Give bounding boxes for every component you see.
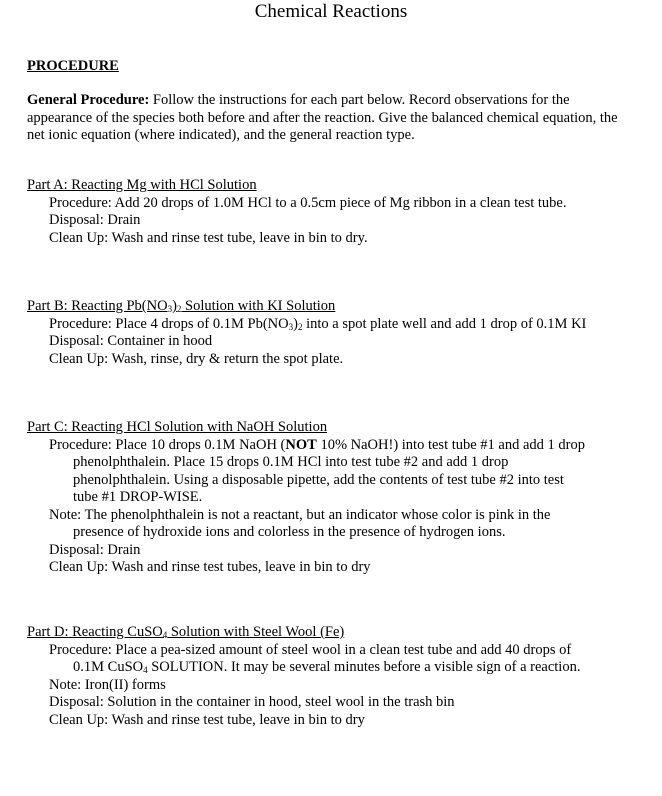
part-d-procedure-line-2: 0.1M CuSO$_4$ SOLUTION. It may be several minutes before a visible sign of a reaction. bbox=[73, 659, 581, 675]
page-title: Chemical Reactions bbox=[254, 1, 408, 22]
procedure-heading: PROCEDURE bbox=[27, 58, 119, 74]
part-b-title: Part B: Reacting $Pb(NO_3)_2$ Solution with KI Solution bbox=[27, 298, 336, 314]
part-b-cleanup: Clean Up: Wash, rinse, dry & return the spot plate. bbox=[49, 350, 344, 367]
general-procedure-label: General Procedure: bbox=[27, 92, 150, 108]
part-a-section bbox=[27, 177, 657, 247]
part-d-disposal: Disposal: Solution in the container in hood, steel wool in the trash bin bbox=[49, 694, 455, 710]
part-a-title: Part A: Reacting Mg with HCl Solution bbox=[27, 177, 257, 193]
part-b-procedure: Procedure: Place 4 drops of 0.1M $Pb(NO_3)_2$ into a spot plate well and add 1 drop of 0.1M KI bbox=[49, 315, 587, 332]
part-d-title: Part D: Reacting CuSO$_4$ Solution with Steel Wool (Fe) bbox=[27, 624, 345, 640]
general-procedure-text: Follow the instructions for each part below. Record observations for the appearance of the species both before and after the reaction. Give the balanced chemical equation, the net ionic equation (where indicated), and the general reaction type. bbox=[27, 92, 618, 143]
part-d-section bbox=[27, 624, 657, 729]
part-c-procedure-line-4: tube #1 DROP-WISE. bbox=[73, 489, 203, 505]
part-d-cleanup: Clean Up: Wash and rinse test tube, leave in bin to dry bbox=[49, 711, 365, 728]
part-d-procedure: Procedure: Place a pea-sized amount of steel wool in a clean test tube and add 40 drops of bbox=[49, 641, 572, 658]
part-a-cleanup: Clean Up: Wash and rinse test tube, leave in bin to dry. bbox=[49, 229, 368, 246]
part-c-note: Note: The phenolphthalein is not a reactant, but an indicator whose color is pink in the bbox=[49, 506, 551, 523]
part-b-section bbox=[27, 298, 657, 368]
part-a-procedure: Procedure: Add 20 drops of 1.0M HCl to a 0.5cm piece of Mg ribbon in a clean test tube. bbox=[49, 194, 567, 211]
part-c-cleanup: Clean Up: Wash and rinse test tubes, leave in bin to dry bbox=[49, 559, 371, 575]
part-c-note-line-2: presence of hydroxide ions and colorless in the presence of hydrogen ions. bbox=[73, 524, 506, 540]
part-a-disposal: Disposal: Drain bbox=[49, 212, 141, 228]
part-c-procedure-line-3: phenolphthalein. Using a disposable pipette, add the contents of test tube #2 into test bbox=[73, 471, 564, 488]
part-d-note: Note: Iron(II) forms bbox=[49, 676, 166, 693]
part-c-procedure-line-2: phenolphthalein. Place 15 drops 0.1M HCl into test tube #2 and add 1 drop bbox=[73, 454, 509, 470]
part-b-disposal: Disposal: Container in hood bbox=[49, 333, 213, 349]
general-procedure bbox=[27, 92, 637, 145]
part-c-section bbox=[27, 419, 657, 577]
part-c-title: Part C: Reacting HCl Solution with NaOH Solution bbox=[27, 419, 328, 435]
part-c-disposal: Disposal: Drain bbox=[49, 541, 141, 558]
part-c-procedure: Procedure: Place 10 drops 0.1M NaOH (NOT 10% NaOH!) into test tube #1 and add 1 drop bbox=[49, 436, 586, 453]
